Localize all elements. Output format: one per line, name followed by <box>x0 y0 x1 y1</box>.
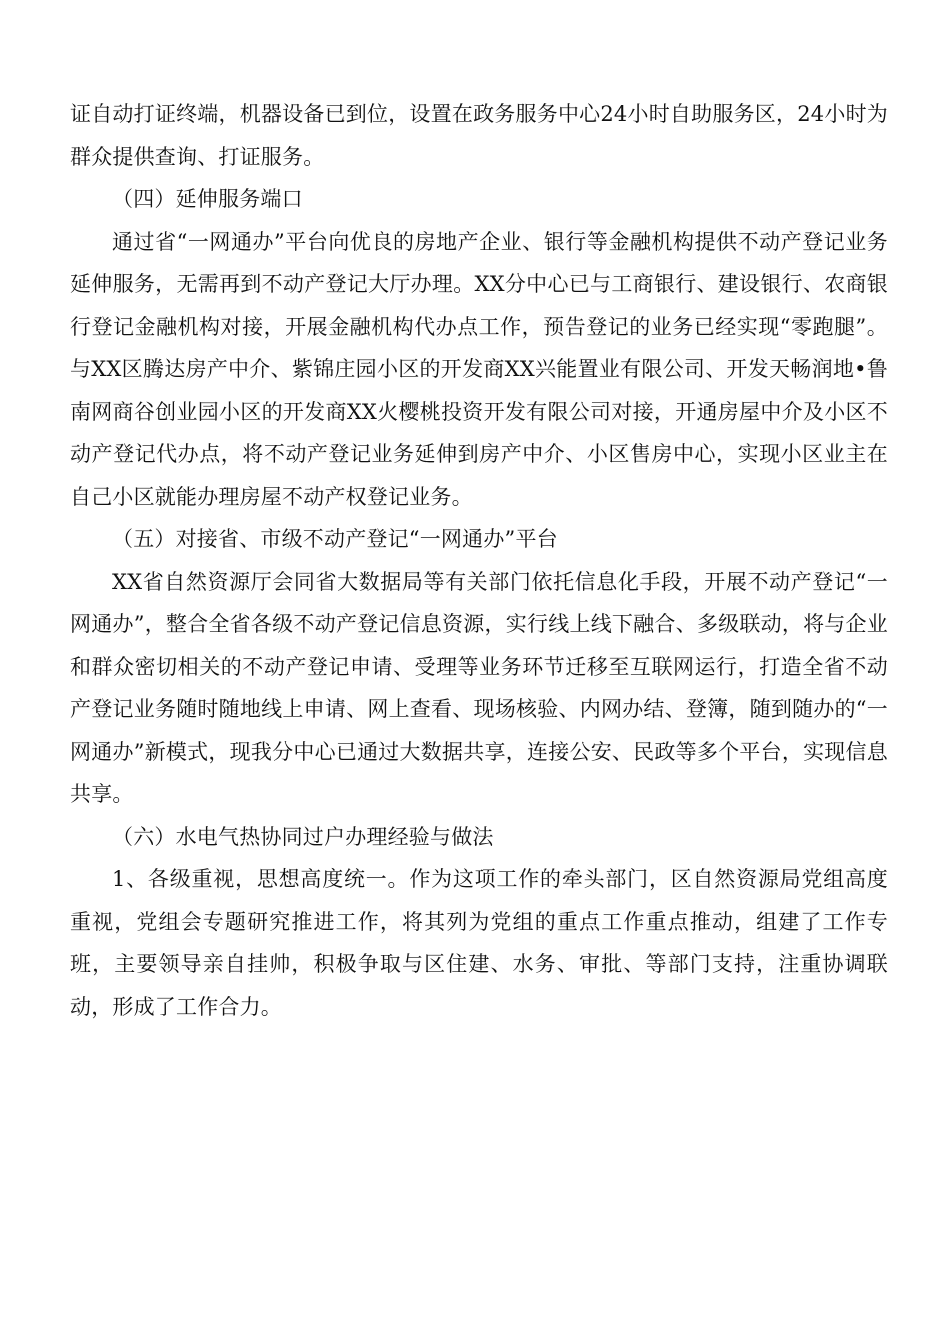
document-page <box>70 93 888 1028</box>
section-heading-4: （四）延伸服务端口 <box>112 187 303 211</box>
section-heading-6: （六）水电气热协同过户办理经验与做法 <box>112 824 494 849</box>
paragraph-extend-service: 通过省“一网通办”平台向优良的房地产企业、银行等金融机构提供不动产登记业务延伸服务，无需再到不动产登记大厅办理。XX分中心已与工商银行、建设银行、农商银行登记金融机构对接，开展金融机构代办点工作，预告登记的业务已经实现“零跑腿”。与XX区腾达房产中介、紫锦庄园小区的开发商XX兴能置业有限公司、开发天畅润地•鲁南网商谷创业园小区的开发商XX火樱桃投资开发有限公司对接，开通房屋中介及小区不动产登记代办点，将不动产登记业务延伸到房产中介、小区售房中心，实现小区业主在自己小区就能办理房屋不动产权登记业务。 <box>70 229 888 509</box>
paragraph-one-network: XX省自然资源厅会同省大数据局等有关部门依托信息化手段，开展不动产登记“一网通办”，整合全省各级不动产登记信息资源，实行线上线下融合、多级联动，将与企业和群众密切相关的不动产登记申请、受理等业务环节迁移至互联网运行，打造全省不动产登记业务随时随地线上申请、网上查看、现场核验、内网办结、登簿，随到随办的“一网通办”新模式，现我分中心已通过大数据共享，连接公安、民政等多个平台，实现信息共享。 <box>70 569 888 806</box>
paragraph-leadership: 1、各级重视，思想高度统一。作为这项工作的牵头部门，区自然资源局党组高度重视，党组会专题研究推进工作，将其列为党组的重点工作重点推动，组建了工作专班，主要领导亲自挂帅，积极争取与区住建、水务、审批、等部门支持，注重协调联动，形成了工作合力。 <box>70 867 888 1019</box>
section-heading-5: （五）对接省、市级不动产登记“一网通办”平台 <box>112 527 558 551</box>
paragraph-continued: 证自动打证终端，机器设备已到位，设置在政务服务中心24小时自助服务区，24小时为群众提供查询、打证服务。 <box>70 102 888 169</box>
